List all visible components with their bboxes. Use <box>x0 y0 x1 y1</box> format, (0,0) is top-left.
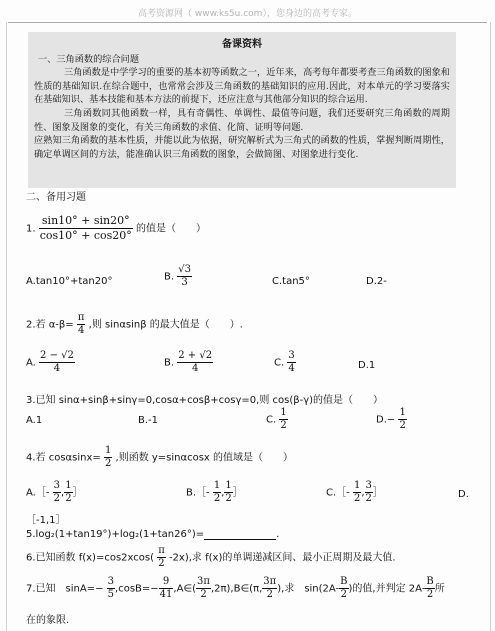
q4-option-a-n1: 3 <box>53 480 61 491</box>
q6-denominator: 2 <box>158 558 165 569</box>
prep-paragraph-1: 三角函数是中学学习的重要的基本初等函数之一，近年来，高考每年都要考查三角函数的图象和性质的基础知识.在综合题中，也常常会涉及三角函数的基础知识的应用.因此，对本单元的学习要落实在基础知识、基本技能和基本方法的前提下，还应注意与其他部分知识的综合运用. <box>34 67 450 106</box>
q2-option-b-num: 2 + √2 <box>178 350 213 361</box>
question-5 <box>26 529 279 540</box>
prep-section-heading: 一、三角函数的综合问题 <box>38 53 140 65</box>
question-6 <box>26 545 396 570</box>
q4-fraction <box>104 445 112 470</box>
q1-denominator: cos10° + cos20° <box>39 229 132 242</box>
page-top-border <box>8 22 487 23</box>
q2-option-c <box>274 350 296 375</box>
q1-option-d: D.2- <box>366 276 387 287</box>
prep-material-box <box>28 32 456 188</box>
q1-option-b <box>164 264 192 289</box>
q2-option-d: D.1 <box>358 360 376 371</box>
q7-frac-4-num: 3π <box>263 576 277 587</box>
q4-option-d: D. <box>458 489 469 500</box>
prep-title: 备课资料 <box>222 39 262 50</box>
q3-option-c-num: 1 <box>280 407 287 418</box>
q4-suffix: ,则函数 y=sinαcosx 的值域是（ ） <box>115 452 294 464</box>
q2-option-a-den: 4 <box>53 363 61 374</box>
q3-option-a: A.1 <box>26 415 43 426</box>
q7-frac-6-den: 2 <box>426 589 434 600</box>
prep-paragraph-2: 三角函数同其他函数一样，具有奇偶性、单调性、最值等问题，我们还要研究三角函数的周期性、图象及图象的变化，有关三角函数的求值、化简、证明等问题. <box>34 107 450 133</box>
q5-end: . <box>276 529 280 540</box>
q7-mid-2: ,A∈( <box>173 583 197 595</box>
q4-option-b-comma: , <box>221 487 225 499</box>
q4-prefix: 4.若 cosαsinx= <box>26 452 101 464</box>
q7-frac-5 <box>339 576 348 601</box>
q3-option-d-num: 1 <box>399 407 406 418</box>
q1-option-b-label: B. <box>164 271 175 283</box>
q4-denominator: 2 <box>104 458 112 469</box>
q7-frac-6 <box>425 576 434 601</box>
q4-option-a-close: ］ <box>72 487 83 499</box>
q2-option-b <box>164 350 213 375</box>
q5-text: 5.log₂(1+tan19°)+log₂(1+tan26°)= <box>26 529 205 540</box>
q1-option-b-den: 3 <box>181 277 188 288</box>
q4-option-c-frac2 <box>365 480 373 505</box>
q1-option-a: A.tan10°+tan20° <box>26 276 113 287</box>
q4-option-c-n1: 1 <box>353 480 361 491</box>
header-note: 高考资源网（ www.ks5u.com），您身边的高考专家。 <box>138 9 357 19</box>
q4-option-c-d1: 2 <box>353 493 361 504</box>
q2-option-c-fraction <box>287 350 295 375</box>
q1-prefix: 1. <box>26 223 36 235</box>
q4-option-a-d2: 2 <box>65 493 72 504</box>
q4-option-a <box>26 480 83 505</box>
q6-suffix: -2x),求 f(x)的单调递减区间、最小正周期及最大值. <box>168 552 396 564</box>
q3-option-d-fraction <box>398 407 406 432</box>
q7-frac-1 <box>107 576 115 601</box>
q7-frac-2-num: 9 <box>159 576 174 589</box>
q4-option-a-n2: 1 <box>65 480 72 491</box>
q4-option-a-comma: , <box>61 487 65 499</box>
q7-frac-1-num: 3 <box>107 576 115 587</box>
q2-suffix: ,则 sinαsinβ 的最大值是（ ）. <box>88 319 243 331</box>
q2-option-c-num: 3 <box>288 350 295 361</box>
q7-frac-4 <box>262 576 277 601</box>
q4-option-b-open: B.［- <box>186 487 210 499</box>
q4-option-a-open: A.［- <box>26 487 50 499</box>
q4-option-c <box>326 480 383 505</box>
q4-option-b-d2: 2 <box>225 493 232 504</box>
q4-option-c-close: ］ <box>372 487 383 499</box>
q7-frac-5-num: B <box>340 576 348 587</box>
q5-answer-blank[interactable] <box>204 529 276 540</box>
q1-fraction <box>39 214 133 243</box>
page-left-border <box>6 22 7 631</box>
q6-prefix: 6.已知函数 f(x)=cos2xcos( <box>26 552 154 564</box>
q4-option-c-d2: 2 <box>365 493 372 504</box>
q3-option-b: B.-1 <box>138 415 159 426</box>
q7-frac-6-num: B <box>426 576 434 587</box>
q2-option-c-label: C. <box>274 357 285 369</box>
q7-frac-2-den: 41 <box>159 589 173 600</box>
q3-option-d <box>376 407 407 432</box>
q2-numerator: π <box>77 312 85 323</box>
q2-prefix: 2.若 α-β= <box>26 319 74 331</box>
q6-numerator: π <box>158 545 165 556</box>
q6-fraction <box>157 545 166 570</box>
q7-frac-3 <box>196 576 211 601</box>
q4-option-b-d1: 2 <box>213 493 221 504</box>
q3-option-c-fraction <box>279 407 287 432</box>
q2-denominator: 4 <box>77 325 85 336</box>
q1-option-c: C.tan5° <box>272 276 310 287</box>
question-7-line-2: 在的象限. <box>26 615 70 626</box>
q2-option-a-label: A. <box>26 357 36 369</box>
question-3: 3.已知 sinα+sinβ+sinγ=0,cosα+cosβ+cosγ=0,则 cos(β-γ)的值是（ ） <box>26 395 384 406</box>
q3-option-c <box>266 407 288 432</box>
q1-option-b-num: √3 <box>178 264 191 275</box>
q4-option-a-d1: 2 <box>53 493 61 504</box>
q4-option-c-comma: , <box>361 487 365 499</box>
q7-mid-1: ,cosB=− <box>115 583 159 595</box>
q2-option-a-num: 2 − √2 <box>40 350 74 361</box>
q4-option-c-n2: 3 <box>365 480 372 491</box>
q2-option-a-fraction <box>39 350 75 375</box>
q4-option-c-open: C.［- <box>326 487 350 499</box>
q3-option-c-label: C. <box>266 414 277 426</box>
q7-frac-1-den: 5 <box>107 589 115 600</box>
q2-option-b-fraction <box>177 350 213 375</box>
q2-option-b-den: 4 <box>191 363 199 374</box>
q7-frac-5-den: 2 <box>340 589 347 600</box>
q4-option-a-frac1 <box>53 480 61 505</box>
q4-option-d-value: ［-1,1］ <box>26 515 66 526</box>
q4-option-b-frac1 <box>213 480 221 505</box>
q4-option-b <box>186 480 243 505</box>
q1-suffix: 的值是（ ） <box>135 223 206 235</box>
q4-option-a-frac2 <box>64 480 72 505</box>
q7-mid-5: )的值,并判定 2A- <box>348 583 426 595</box>
q7-frac-3-num: 3π <box>197 576 210 587</box>
q4-option-b-frac2 <box>224 480 232 505</box>
question-7 <box>26 576 445 601</box>
prep-paragraph-3: 应熟知三角函数的基本性质，并能以此为依据，研究解析式为三角式的函数的性质，掌握判断周期性，确定单调区间的方法，能准确认识三角函数的图象，会做简图、对图象进行变化. <box>34 135 450 160</box>
q1-numerator: sin10° + sin20° <box>39 214 133 229</box>
q4-option-b-n1: 1 <box>213 480 221 491</box>
q4-numerator: 1 <box>104 445 112 456</box>
q4-option-b-close: ］ <box>232 487 243 499</box>
q7-mid-4: ),求 sin(2A- <box>277 583 340 595</box>
q7-frac-4-den: 2 <box>266 589 273 600</box>
question-2 <box>26 312 243 337</box>
question-1 <box>26 214 206 243</box>
q4-option-b-n2: 1 <box>225 480 232 491</box>
q7-mid-3: ,2π),B∈(π, <box>210 583 263 595</box>
q7-frac-2 <box>159 576 174 601</box>
q2-option-b-label: B. <box>164 357 175 369</box>
q3-option-c-den: 2 <box>280 420 287 431</box>
q3-option-d-label: D.− <box>376 414 396 426</box>
q7-prefix: 7.已知 sinA=− <box>26 583 104 595</box>
q2-option-a <box>26 350 75 375</box>
q3-option-d-den: 2 <box>399 420 406 431</box>
q7-end: 所 <box>434 583 445 595</box>
q2-option-c-den: 4 <box>288 363 295 374</box>
page-right-border <box>490 22 491 631</box>
question-4 <box>26 445 293 470</box>
q7-frac-3-den: 2 <box>200 589 207 600</box>
exercises-heading: 二、备用习题 <box>26 192 86 203</box>
q1-option-b-fraction <box>177 264 192 289</box>
q2-fraction <box>77 312 86 337</box>
